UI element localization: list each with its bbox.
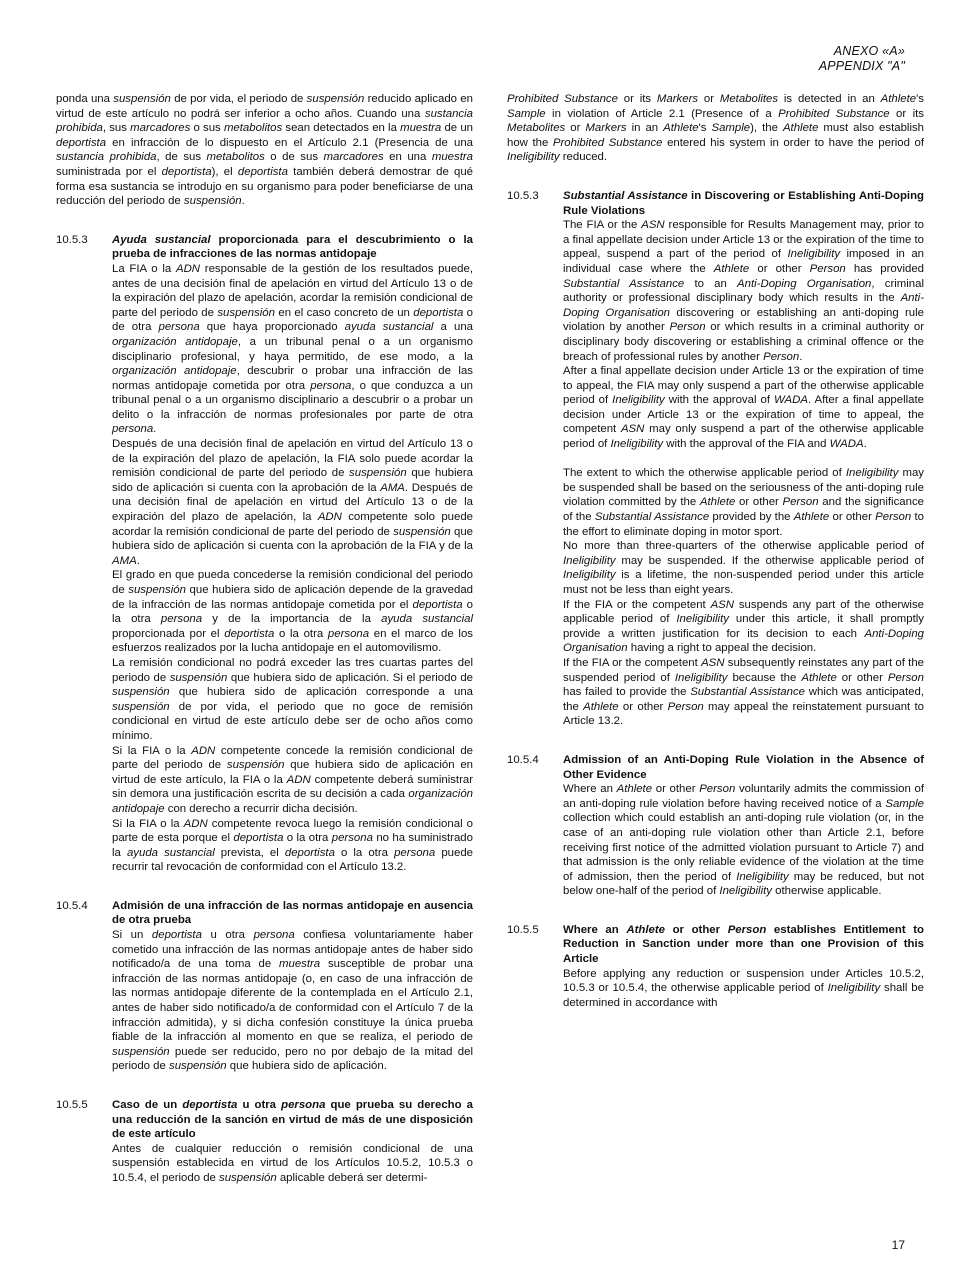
section-number: 10.5.3: [56, 233, 88, 246]
section-paragraph: Si un deportista u otra persona confiesa voluntariamente haber cometido una infracción de las normas antidopaje antes de haber sido notificado/a de una toma de muestra susceptible de probar una infracción de las normas antidopaje (o, en caso de una infracción de las normas antidopaje diferente de la contemplada en el Artículo 2.1, antes de haber sido notificado/a de conformidad con el Artículo 7 de la infracción admitida), y si dicha confesión constituye la única prueba fiable de la infracción al momento en que se realiza, el periodo de suspensión puede ser reducido, pero no por debajo de la mitad del periodo de suspensión que hubiera sido de aplicación.: [112, 929, 473, 1073]
section-body: [112, 1098, 473, 1186]
section-paragraph: Si la FIA o la ADN competente revoca luego la remisión condicional o parte de esta porque el deportista o la otra persona no ha suministrado la ayuda sustancial prevista, el deportista o la otra persona puede recurrir tal revocación de conformidad con el Artículo 13.2.: [112, 817, 473, 874]
running-header-line-es: ANEXO «A»: [833, 44, 905, 58]
section-number: 10.5.3: [507, 189, 539, 202]
article-section: [56, 1098, 473, 1186]
section-paragraph: Si la FIA o la ADN competente concede la remisión condicional de parte del periodo de suspensión que hubiera sido de aplicación en virtud de este artículo, la FIA o la ADN competente deberá suministrar sin demora una justificación escrita de su decisión a cada organización antidopaje con derecho a recurrir dicha decisión.: [112, 744, 474, 815]
section-number: 10.5.5: [507, 923, 539, 936]
section-row: [56, 1098, 473, 1186]
section-body: [112, 899, 473, 1074]
section-heading: Caso de un deportista u otra persona que prueba su derecho a una reducción de la sanción en virtud de más de une disposición de este artículo: [112, 1099, 473, 1141]
section-number: 10.5.5: [56, 1099, 88, 1111]
section-row: [507, 189, 924, 729]
article-section: [56, 233, 473, 875]
article-section: [56, 899, 473, 1074]
section-row: [56, 899, 473, 1074]
section-heading: Admission of an Anti-Doping Rule Violation in the Absence of Other Evidence: [563, 753, 924, 781]
section-paragraph: El grado en que pueda concederse la remisión condicional del periodo de suspensión que hubiera sido de aplicación depende de la gravedad de la infracción de las normas antidopaje cometida por el deportista o la otra persona y de la importancia de la ayuda sustancial proporcionada por el deportista o la otra persona en el marco de los esfuerzos realizados por la lucha antidopaje en el automovilismo.: [112, 569, 474, 655]
column-english: [507, 92, 924, 1010]
article-section: [507, 923, 924, 1011]
section-paragraph: No more than three-quarters of the otherwise applicable period of Ineligibility may be suspended. If the otherwise applicable period of Ineligibility is a lifetime, the non-suspended period under this article must not be less than eight years.: [563, 540, 924, 596]
running-header-line-en: APPENDIX "A": [818, 59, 905, 73]
section-heading: Ayuda sustancial proporcionada para el descubrimiento o la prueba de infracciones de las normas antidopaje: [112, 233, 473, 261]
section-row: [507, 753, 924, 899]
section-paragraph: If the FIA or the competent ASN subsequently reinstates any part of the suspended period of Ineligibility because the Athlete or other Person has failed to provide the Substantial Assistance which was anticipated, the Athlete or other Person may appeal the reinstatement pursuant to Article 13.2.: [563, 656, 925, 728]
page-number: 17: [891, 1238, 905, 1252]
section-paragraph: Before applying any reduction or suspension under Articles 10.5.2, 10.5.3 or 10.5.4, the otherwise applicable period of Ineligibility shall be determined in accordance with: [563, 967, 924, 1009]
continuation-block: [507, 92, 924, 165]
continuation-block: [56, 92, 473, 209]
section-row: [56, 233, 473, 875]
article-section: [507, 189, 924, 729]
section-paragraph: Antes de cualquier reducción o remisión condicional de una suspensión establecida en virtud de los Artículos 10.5.2, 10.5.3 o 10.5.4, el periodo de suspensión aplicable deberá ser determi-: [112, 1142, 473, 1184]
running-header: [819, 44, 905, 74]
continuation-paragraph: ponda una suspensión de por vida, el periodo de suspensión reducido aplicado en virtud de este artículo no podrá ser inferior a ocho años. Cuando una sustancia prohibida, sus marcadores o sus metabolitos sean detectados en la muestra de un deportista en infracción de lo dispuesto en el Artículo 2.1 (Presencia de una sustancia prohibida, de sus metabolitos o de sus marcadores en una muestra suministrada por el deportista), el deportista también deberá demostrar de qué forma esa sustancia se introdujo en su organismo para poder beneficiarse de una reducción del periodo de suspensión.: [56, 93, 474, 208]
section-heading: Admisión de una infracción de las normas antidopaje en ausencia de otra prueba: [112, 899, 473, 927]
section-body: [563, 189, 924, 729]
section-paragraph: La FIA o la ADN responsable de la gestión de los resultados puede, antes de una decisión final de apelación en virtud del Artículo 13 o de la expiración del plazo de apelación, acordar la remisión condicional de parte del periodo de suspensión en el caso concreto de un deportista o de otra persona que haya proporcionado ayuda sustancial a una organización antidopaje, a un tribunal penal o a un organismo disciplinario profesional, y haya permitido, de ese modo, a la organización antidopaje, descubrir o probar una infracción de las normas antidopaje cometida por otra persona, o que conduzca a un tribunal penal o a un organismo disciplinario a descubrir o a probar un delito o la infracción de normas profesionales por parte de otra persona.: [112, 262, 474, 436]
section-paragraph: The extent to which the otherwise applicable period of Ineligibility may be suspended shall be based on the seriousness of the anti-doping rule violation committed by the Athlete or other Person and the significance of the Substantial Assistance provided by the Athlete or other Person to the effort to eliminate doping in motor sport.: [563, 467, 924, 538]
section-number: 10.5.4: [507, 753, 539, 766]
section-paragraph: Where an Athlete or other Person voluntarily admits the commission of an anti-doping rule violation before having received notice of a Sample collection which could establish an anti-doping rule violation (or, in the case of an anti-doping rule violation other than Article 2.1, before receiving first notice of the admitted violation pursuant to Article 7) and that admission is the only reliable evidence of the violation at the time of admission, then the period of Ineligibility may be reduced, but not below one-half of the period of Ineligibility otherwise applicable.: [563, 783, 924, 898]
column-spanish: [56, 92, 473, 1186]
section-heading: Where an Athlete or other Person establishes Entitlement to Reduction in Sanction under more than one Provision of this Article: [563, 923, 924, 966]
section-number: 10.5.4: [56, 899, 88, 912]
section-paragraph: If the FIA or the competent ASN suspends any part of the otherwise applicable period of Ineligibility under this article, it shall promptly provide a written justification for its decision to each Anti-Doping Organisation having a right to appeal the decision.: [563, 598, 924, 655]
section-body: [563, 923, 924, 1011]
section-paragraph: La remisión condicional no podrá exceder las tres cuartas partes del periodo de suspensión que hubiera sido de aplicación. Si el periodo de suspensión que hubiera sido de aplicación corresponde a una suspensión de por vida, el periodo que no goce de remisión condicional en virtud de este artículo debe ser de ocho años como mínimo.: [112, 656, 473, 742]
continuation-paragraph: Prohibited Substance or its Markers or Metabolites is detected in an Athlete's Sample in violation of Article 2.1 (Presence of a Prohibited Substance or its Metabolites or Markers in an Athlete's Sample), the Athlete must also establish how the Prohibited Substance entered his system in order to have the period of Ineligibility reduced.: [507, 93, 924, 164]
section-body: [112, 233, 473, 875]
article-section: [507, 753, 924, 899]
section-paragraph: After a final appellate decision under Article 13 or the expiration of time to appeal, the FIA may only suspend a part of the otherwise applicable period of Ineligibility with the approval of WADA. After a final appellate decision under Article 13 or the expiration of time to appeal, the competent ASN may only suspend a part of the otherwise applicable period of Ineligibility with the approval of the FIA and WADA.: [563, 365, 924, 451]
section-paragraph: The FIA or the ASN responsible for Results Management may, prior to a final appellate decision under Article 13 or the expiration of the time to appeal, suspend a part of the period of Ineligibility imposed in an individual case where the Athlete or other Person has provided Substantial Assistance to an Anti-Doping Organisation, criminal authority or professional disciplinary body which results in the Anti-Doping Organisation discovering or establishing an anti-doping rule violation by another Person or which results in a criminal authority or disciplinary body discovering or establishing a criminal offence or the breach of professional rules by another Person.: [563, 219, 925, 363]
section-heading: Substantial Assistance in Discovering or Establishing Anti-Doping Rule Violations: [563, 189, 924, 217]
two-column-body: [56, 92, 925, 1186]
section-paragraph: Después de una decisión final de apelación en virtud del Artículo 13 o de la expiración del plazo de apelación, la FIA solo puede acordar la remisión condicional de parte del periodo de suspensión que hubiera sido de aplicación si cuenta con la aprobación de la AMA. Después de una decisión final de apelación en virtud del Artículo 13 o de la expiración del plazo de apelación, la ADN competente solo puede acordar la remisión condicional de parte del periodo de suspensión que hubiera sido de aplicación si cuenta con la aprobación de la FIA y de la AMA.: [112, 438, 474, 567]
section-body: [563, 753, 924, 899]
section-row: [507, 923, 924, 1011]
